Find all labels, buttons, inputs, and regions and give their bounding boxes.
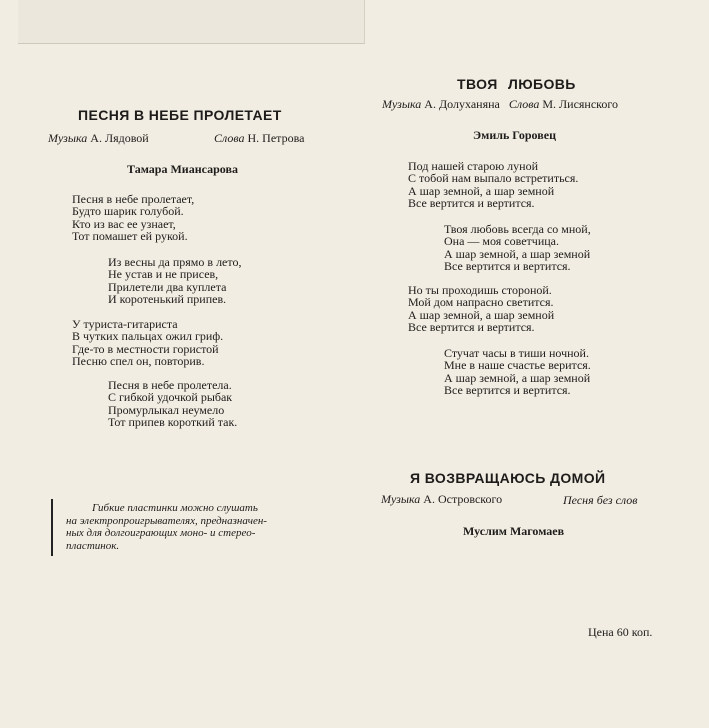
right-verse-3: [408, 284, 554, 334]
verse-line: Прилетели два куплета: [108, 279, 227, 294]
verse-line: Тот помашет ей рукой.: [72, 229, 188, 244]
lyrics-author: М. Лисянского: [542, 97, 619, 111]
verse-line: Будто шарик голубой.: [72, 204, 184, 219]
verse-line: А шар земной, а шар земной: [444, 370, 591, 385]
left-verse-2: [108, 256, 241, 306]
music-label: Музыка: [48, 131, 88, 145]
right-song-2-title: Я ВОЗВРАЩАЮСЬ ДОМОЙ: [410, 470, 606, 486]
music-author: А. Островского: [423, 492, 503, 506]
left-song-title: ПЕСНЯ В НЕБЕ ПРОЛЕТАЕТ: [78, 107, 282, 123]
left-verse-3: [72, 318, 223, 368]
right-verse-4: [444, 347, 591, 397]
note-line: на электропроигрывателях, предназначен-: [66, 514, 267, 527]
verse-line: Все вертится и вертится.: [408, 196, 535, 211]
note-line: пластинок.: [66, 539, 120, 552]
verse-line: У туриста-гитариста: [72, 317, 178, 331]
right-song-2-performer: Муслим Магомаев: [463, 524, 565, 538]
right-song-1-title: ТВОЯ ЛЮБОВЬ: [457, 76, 576, 92]
right-song-2-music-credit: [381, 492, 502, 507]
verse-line: С гибкой удочкой рыбак: [108, 390, 233, 405]
note-sidebar-rule: [51, 499, 53, 556]
left-song-lyrics-credit: [214, 131, 304, 146]
verse-line: Она — моя советчица.: [444, 234, 559, 249]
no-lyrics-note: [563, 493, 638, 508]
verse-line: Все вертится и вертится.: [444, 383, 571, 398]
left-verse-4: [108, 379, 237, 429]
verse-line: Стучат часы в тиши ночной.: [444, 346, 589, 360]
verse-line: А шар земной, а шар земной: [408, 307, 555, 322]
playback-note: [66, 502, 267, 552]
verse-line: Песня в небе пролетела.: [108, 378, 232, 392]
verse-line: Где-то в местности гористой: [72, 341, 219, 356]
verse-line: А шар земной, а шар земной: [444, 246, 591, 261]
music-author: А. Лядовой: [90, 131, 149, 145]
verse-line: Промурлыкал неумело: [108, 402, 225, 417]
no-lyrics-label: Песня без слов: [563, 493, 638, 507]
verse-line: Песню спел он, повторив.: [72, 354, 205, 369]
left-song-performer: Тамара Миансарова: [127, 162, 238, 176]
verse-line: И коротенький припев.: [108, 292, 227, 307]
right-verse-1: [408, 160, 578, 210]
verse-line: Мне в наше счастье верится.: [444, 358, 591, 373]
music-label: Музыка: [381, 492, 421, 506]
note-line: ных для долгоиграющих моно- и стерео-: [66, 527, 256, 539]
verse-line: Песня в небе пролетает,: [72, 192, 195, 206]
paper-fold: [18, 0, 365, 44]
price-label: Цена 60 коп.: [588, 625, 653, 639]
left-song-music-credit: [48, 131, 149, 146]
right-song-1-credits: [382, 97, 618, 112]
verse-line: Не устав и не присев,: [108, 267, 219, 282]
lyrics-label: Слова: [508, 97, 540, 111]
verse-line: Мой дом напрасно светится.: [408, 295, 554, 310]
verse-line: Тот припев короткий так.: [108, 415, 238, 430]
verse-line: Под нашей старою луной: [408, 159, 539, 173]
lyrics-author: Н. Петрова: [247, 131, 305, 145]
lyrics-label: Слова: [214, 131, 245, 145]
verse-line: С тобой нам выпало встретиться.: [408, 171, 579, 186]
verse-line: Твоя любовь всегда со мной,: [444, 222, 591, 236]
verse-line: В чутких пальцах ожил гриф.: [72, 329, 224, 344]
note-line: Гибкие пластинки можно слушать: [92, 502, 258, 514]
music-label: Музыка: [382, 97, 422, 111]
verse-line: Из весны да прямо в лето,: [108, 255, 242, 269]
verse-line: Но ты проходишь стороной.: [408, 283, 552, 297]
verse-line: Все вертится и вертится.: [408, 320, 535, 335]
right-song-1-performer: Эмиль Горовец: [473, 128, 556, 142]
verse-line: Кто из вас ее узнает,: [72, 216, 176, 231]
left-verse-1: [72, 193, 194, 243]
right-verse-2: [444, 223, 591, 273]
music-author: А. Долуханяна: [424, 97, 500, 111]
verse-line: Все вертится и вертится.: [444, 259, 571, 274]
verse-line: А шар земной, а шар земной: [408, 183, 555, 198]
